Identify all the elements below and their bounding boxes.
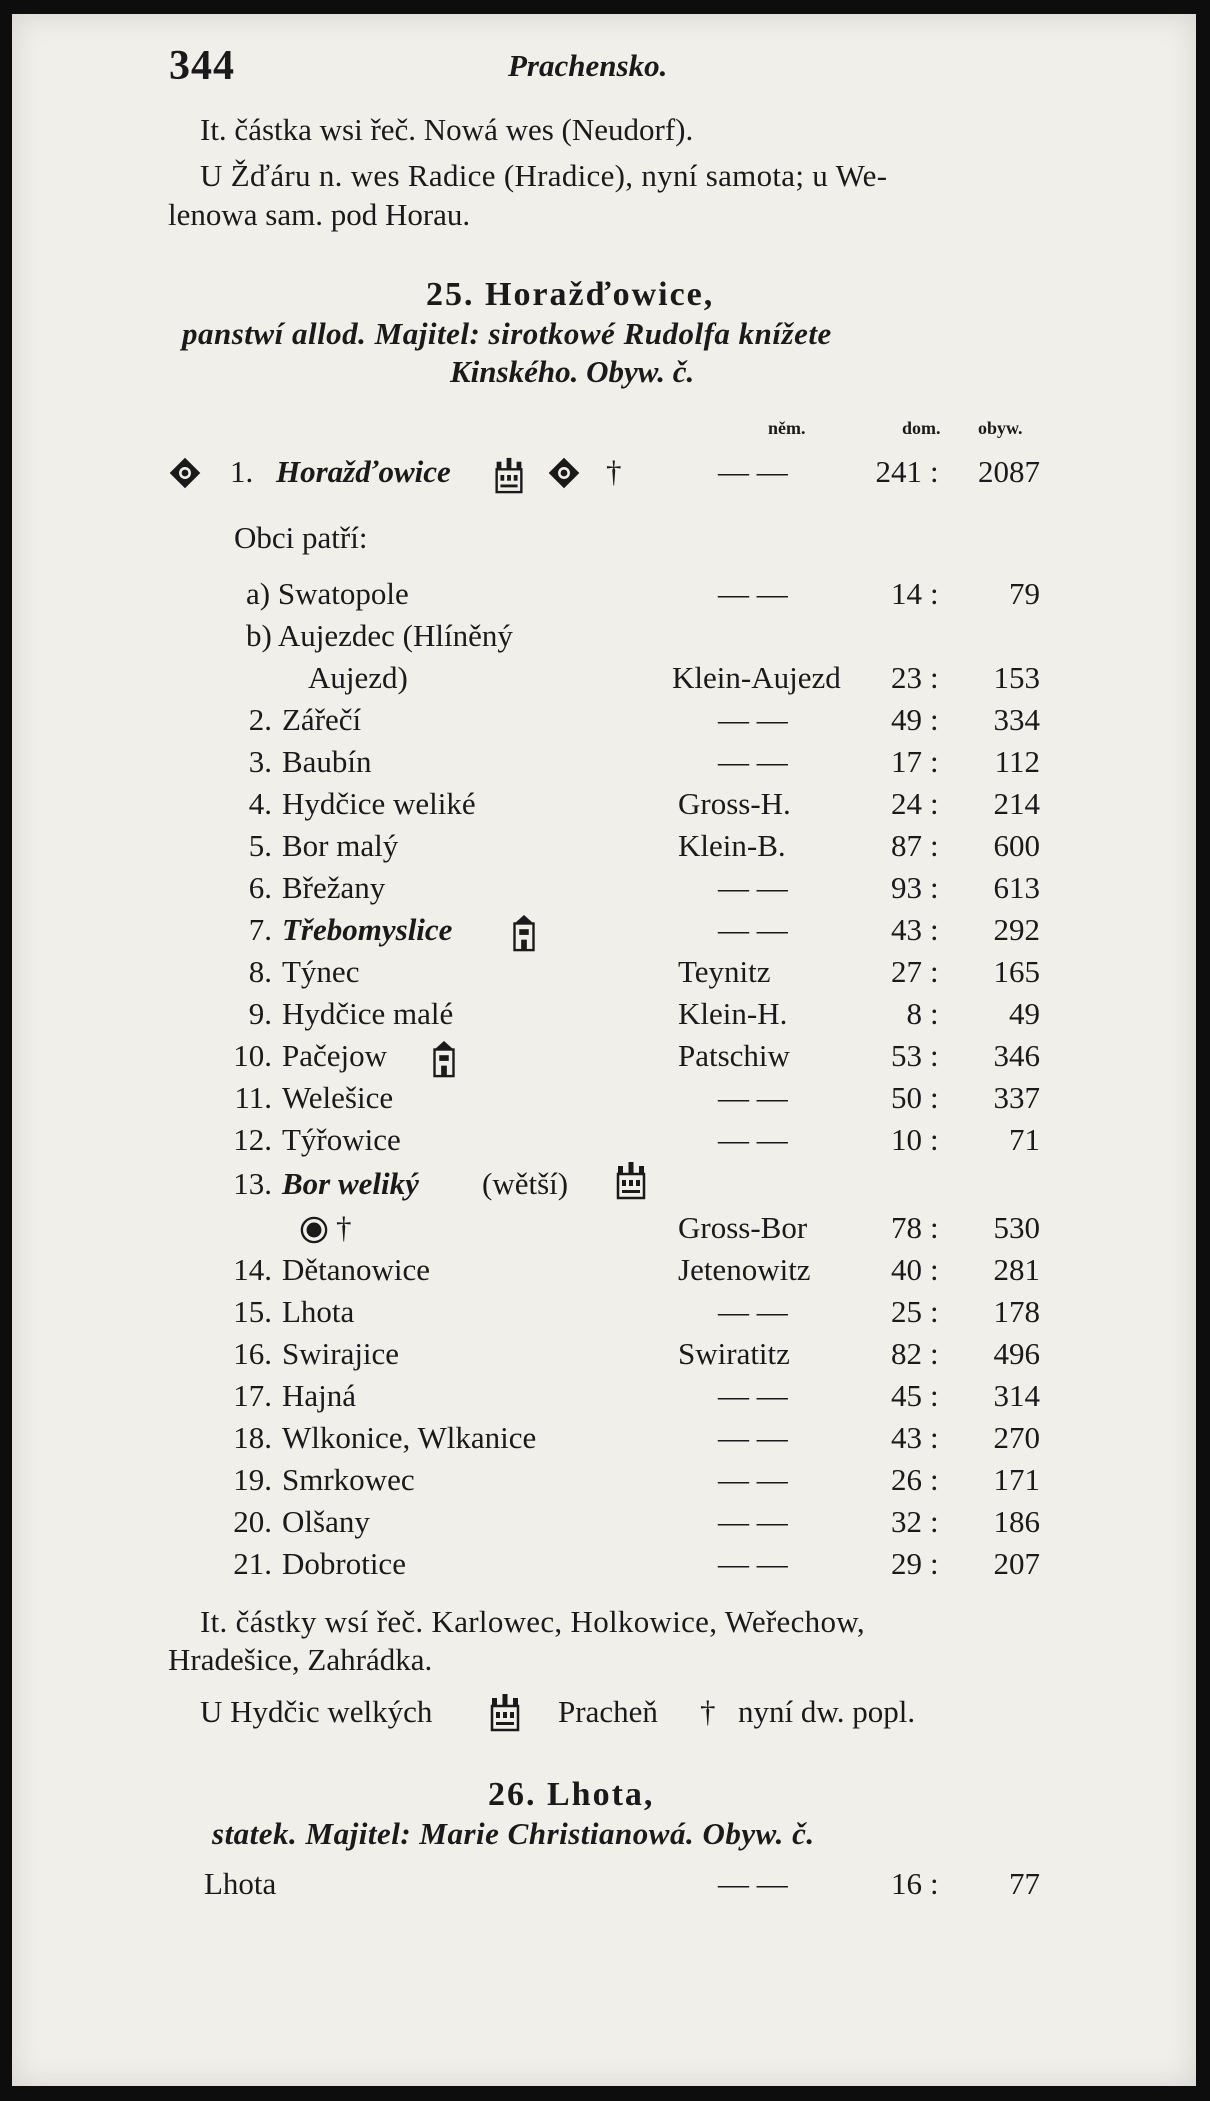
table-row: † Gross-Bor 78 : 530	[12, 1210, 1196, 1250]
place-name: a) Swatopole	[246, 576, 409, 611]
note-line: Hradešice, Zahrádka.	[168, 1642, 433, 1677]
inhabitants-count: 153	[993, 660, 1040, 695]
table-row: 15. Lhota — — 25 : 178	[233, 1294, 1040, 1329]
houses-count: 14	[891, 576, 922, 611]
table-row: 11. Welešice — — 50 : 337	[234, 1080, 1040, 1115]
german-name: — —	[718, 454, 788, 489]
table-row: 20. Olšany — — 32 : 186	[233, 1504, 1040, 1539]
table-row: 3. Baubín — — 17 : 112	[248, 744, 1040, 779]
section-heading: 25. Horažďowice,	[426, 276, 715, 313]
table-row: 19. Smrkowec — — 26 : 171	[233, 1462, 1040, 1497]
table-row: a) Swatopole — — 14 : 79	[246, 576, 1040, 611]
table-row: 7. Třebomyslice — — 43 : 292	[12, 912, 1196, 952]
table-row: 14. Dětanowice Jetenowitz 40 : 281	[233, 1252, 1040, 1287]
table-row: 10. Pačejow Patschiw 53 : 346	[12, 1038, 1196, 1078]
book-page	[12, 14, 1196, 2086]
chapel-icon	[512, 914, 536, 952]
column-head-dom: dom.	[902, 418, 941, 438]
column-head-obyw: obyw.	[978, 418, 1023, 438]
table-row	[12, 618, 1196, 658]
running-title: Prachensko.	[508, 48, 668, 83]
table-row: 12. Týřowice — — 10 : 71	[233, 1122, 1040, 1157]
houses-count: 241	[875, 454, 922, 489]
note-text: Pracheň	[558, 1694, 658, 1729]
page-number: 344	[169, 43, 235, 89]
intro-line: It. částka wsi řeč. Nowá wes (Neudorf).	[200, 112, 694, 147]
intro-line: lenowa sam. pod Horau.	[168, 197, 471, 232]
section-subheading: panstwí allod. Majitel: sirotkowé Rudolfa knížete	[182, 316, 832, 351]
deanery-icon	[547, 456, 581, 490]
obci-patri-label: Obci patří:	[234, 520, 368, 555]
table-row: Aujezd) Klein-Aujezd 23 : 153	[308, 660, 1040, 695]
table-row: Lhota — — 16 : 77	[204, 1866, 1040, 1901]
houses-count: 23	[891, 660, 922, 695]
german-name: — —	[718, 1866, 788, 1901]
cross-icon: †	[336, 1210, 352, 1245]
place-name: Lhota	[204, 1866, 277, 1901]
note-text: U Hydčic welkých	[200, 1694, 433, 1729]
note-row	[12, 1694, 1196, 1734]
inhabitants-count: 77	[1009, 1866, 1040, 1901]
row-number: 1.	[230, 454, 254, 489]
cross-icon: †	[700, 1694, 716, 1729]
column-head-nem: něm.	[768, 418, 806, 438]
houses-count: 16	[891, 1866, 922, 1901]
cross-icon: †	[606, 454, 622, 489]
table-row: 13. Bor weliký (wětší)	[12, 1166, 1196, 1206]
table-row: 21. Dobrotice — — 29 : 207	[233, 1546, 1040, 1581]
section-subheading: Kinského. Obyw. č.	[450, 354, 695, 389]
castle-icon	[490, 1692, 520, 1732]
deanery-icon	[168, 456, 202, 490]
section-subheading: statek. Majitel: Marie Christianowá. Obyw. č.	[212, 1816, 815, 1851]
table-row: 1. Horažďowice † — — 241 : 2087	[12, 454, 1196, 494]
place-name-continued: Aujezd)	[308, 660, 408, 695]
german-name: Klein-Aujezd	[672, 660, 841, 695]
table-row: 8. Týnec Teynitz 27 : 165	[248, 954, 1040, 989]
table-row: 16. Swirajice Swiratitz 82 : 496	[233, 1336, 1040, 1371]
table-row: 4. Hydčice weliké Gross-H. 24 : 214	[248, 786, 1040, 821]
german-name: — —	[718, 576, 788, 611]
section-heading: 26. Lhota,	[488, 1776, 655, 1813]
intro-line: U Žďáru n. wes Radice (Hradice), nyní samota; u We-	[200, 158, 888, 193]
chapel-icon	[432, 1040, 456, 1078]
note-text: nyní dw. popl.	[738, 1694, 916, 1729]
castle-icon	[616, 1160, 646, 1200]
castle-icon	[494, 456, 524, 494]
place-name: Horažďowice	[276, 454, 451, 489]
place-name: b) Aujezdec (Hlíněný	[246, 618, 513, 653]
table-row: 17. Hajná — — 45 : 314	[233, 1378, 1040, 1413]
parish-church-icon	[300, 1216, 328, 1244]
table-row: 5. Bor malý Klein-B. 87 : 600	[248, 828, 1040, 863]
table-row: 18. Wlkonice, Wlkanice — — 43 : 270	[233, 1420, 1040, 1455]
note-line: It. částky wsí řeč. Karlowec, Holkowice, Weřechow,	[200, 1604, 865, 1639]
table-row: 2. Zářečí — — 49 : 334	[248, 702, 1040, 737]
table-row: 9. Hydčice malé Klein-H. 8 : 49	[248, 996, 1040, 1031]
inhabitants-count: 79	[1009, 576, 1040, 611]
table-row: 6. Břežany — — 93 : 613	[248, 870, 1040, 905]
inhabitants-count: 2087	[978, 454, 1040, 489]
